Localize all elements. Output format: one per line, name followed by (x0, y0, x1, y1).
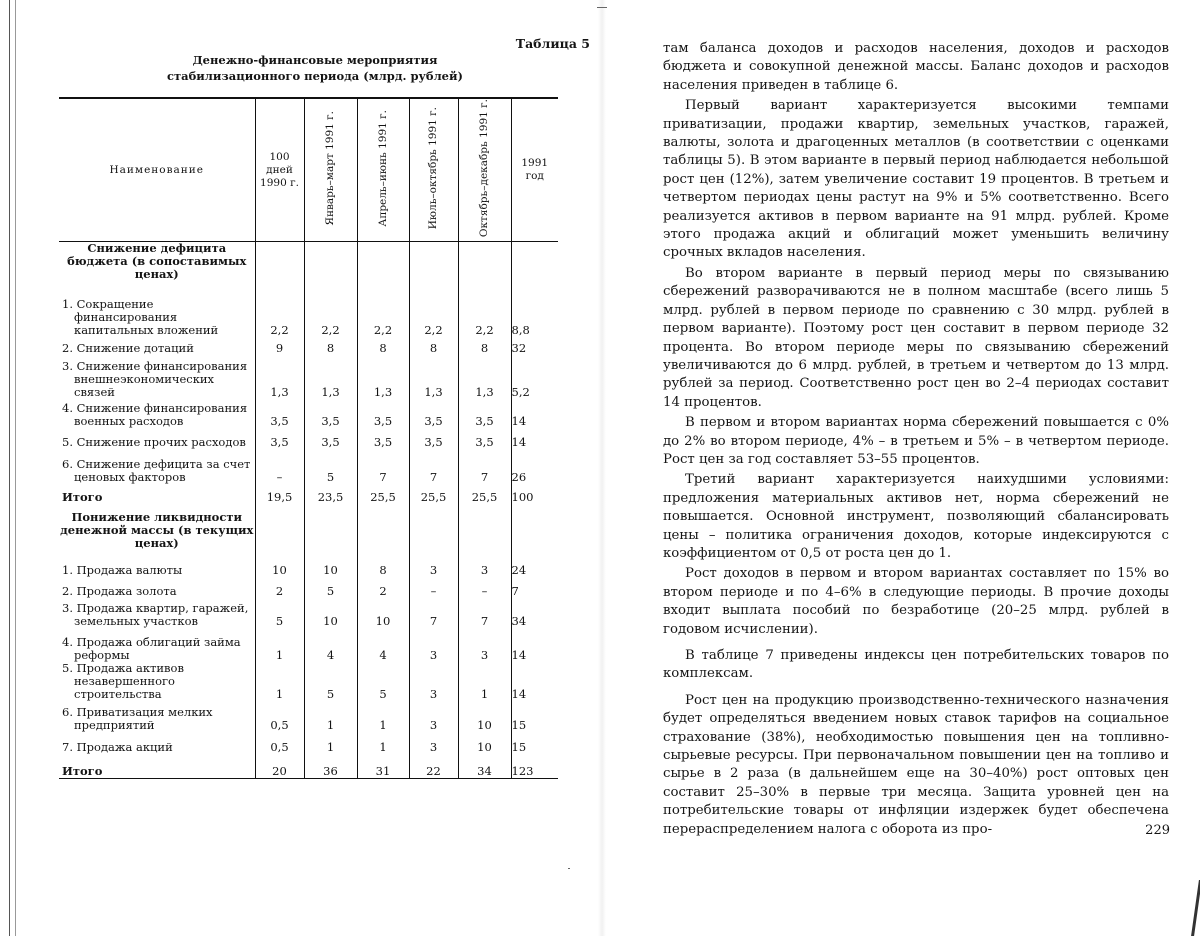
table-cell: 10 (304, 598, 357, 628)
table-cell: 10 (458, 732, 511, 754)
row-label-text: 4. Продажа облигаций займа реформы (62, 635, 241, 663)
table-cell: 10 (304, 556, 357, 577)
table-cell: 24 (511, 556, 558, 577)
column-header-100-days: 100 дней 1990 г. (255, 98, 304, 242)
table-cell: 14 (511, 628, 558, 662)
row-label-text: 6. Приватизация мелких предприятий (62, 705, 213, 733)
row-label-text: Итого (62, 763, 103, 778)
table-row (59, 337, 558, 355)
paragraph: В первом и втором вариантах норма сбережений повышается с 0% до 2% во втором периоде, 4% – в третьем и 5% – в четвертом периоде. Рост цен за год составляет 53–55 процентов. (663, 415, 1169, 467)
table-cell: 25,5 (409, 484, 458, 504)
table-cell (304, 242, 357, 282)
table-cell: 32 (511, 337, 558, 355)
table-cell: 4 (304, 628, 357, 662)
table-cell: 1,3 (304, 355, 357, 399)
column-header-text: Январь–март 1991 г. (324, 110, 336, 226)
table-cell: 3 (409, 732, 458, 754)
table-cell: 2,2 (458, 281, 511, 337)
table-cell: 10 (357, 598, 409, 628)
table-cell: 8 (409, 337, 458, 355)
row-label (59, 337, 255, 355)
table-cell (458, 504, 511, 556)
table-cell: 8 (357, 556, 409, 577)
table-cell: – (255, 449, 304, 484)
row-label (59, 754, 255, 778)
row-label (59, 701, 255, 732)
table-cell: 5,2 (511, 355, 558, 399)
section-heading (59, 504, 255, 556)
table-cell: 3,5 (304, 399, 357, 428)
table-cell: 2,2 (304, 281, 357, 337)
table-cell: 36 (304, 754, 357, 778)
table-cell: 7 (357, 449, 409, 484)
table-cell: 1 (304, 701, 357, 732)
table-cell: 25,5 (458, 484, 511, 504)
table-cell (357, 504, 409, 556)
table-cell: 7 (409, 598, 458, 628)
row-label (59, 281, 255, 337)
table-cell: – (409, 577, 458, 598)
table-cell: – (458, 577, 511, 598)
column-header-q1 (304, 98, 357, 242)
table-title-line: стабилизационного периода (млрд. рублей) (167, 69, 463, 83)
paragraph: Во втором варианте в первый период меры по связыванию сбережений разворачиваются не в полном масштабе (всего лишь 5 млрд. рублей в первом периоде по сравнению с 30 млрд. рублей в первом варианте). Поэтому рост цен составит в первом периоде 32 процента. Во втором периоде меры по связыванию сбережений увеличиваются до 6 млрд. рублей, в третьем и четвертом до 13 млрд. рублей за период. Соответственно рост цен во 2–4 периодах составит 14 процентов. (663, 265, 1169, 410)
row-label-text: 1. Продажа валюты (62, 563, 183, 578)
row-label (59, 449, 255, 484)
table-cell: 8,8 (511, 281, 558, 337)
table-cell: 3,5 (255, 428, 304, 449)
table-cell: 15 (511, 732, 558, 754)
table-cell (511, 242, 558, 282)
table-cell (357, 242, 409, 282)
row-label-text: 1. Сокращение финансирования капитальных вложений (62, 297, 219, 338)
table-cell: 3,5 (458, 399, 511, 428)
table-cell: 2,2 (357, 281, 409, 337)
row-label-text: 2. Продажа золота (62, 584, 177, 599)
column-header-q4 (458, 98, 511, 242)
table-row (59, 701, 558, 732)
row-label (59, 598, 255, 628)
row-label (59, 732, 255, 754)
row-label-text: 3. Снижение финансирования внешнеэкономических связей (62, 359, 248, 400)
paragraph: там баланса доходов и расходов населения, доходов и расходов бюджета и совокупной денежной массы. Баланс доходов и расходов населения приведен в таблице 6. (663, 41, 1169, 93)
row-label-text: Итого (62, 490, 103, 505)
table-cell (304, 504, 357, 556)
table-cell: 14 (511, 428, 558, 449)
table-cell: 3 (409, 556, 458, 577)
table-cell: 8 (458, 337, 511, 355)
row-label (59, 577, 255, 598)
column-header-text: Апрель–июнь 1991 г. (376, 109, 389, 227)
table-cell: 7 (511, 577, 558, 598)
table-cell: 3,5 (409, 399, 458, 428)
table-row (59, 399, 558, 428)
paragraph: Рост доходов в первом и втором вариантах составляет по 15% во втором периоде и по 4–6% в следующие периоды. В прочие доходы входит выплата пособий по безработице (20–25 млрд. рублей в годовом исчислении). (663, 566, 1169, 637)
table-cell: 14 (511, 399, 558, 428)
table-cell: 10 (255, 556, 304, 577)
table-cell: 31 (357, 754, 409, 778)
paragraph: В таблице 7 приведены индексы цен потребительских товаров по комплексам. (663, 648, 1169, 682)
table-cell: 100 (511, 484, 558, 504)
table-cell: 22 (409, 754, 458, 778)
column-header-text: Октябрь–декабрь 1991 г. (478, 99, 490, 238)
table-cell: 5 (255, 598, 304, 628)
paragraph: Третий вариант характеризуется наихудшими условиями: предложения материальных активов нет, норма сбережений не повышается. Основной инструмент, позволяющий сбалансировать цены – политика ограничения доходов, которые индексируются с коэффициентом от 0,5 от роста цен до 1. (663, 472, 1169, 561)
table-cell: 2,2 (255, 281, 304, 337)
row-label (59, 484, 255, 504)
column-header-q2 (357, 98, 409, 242)
table-cell: 23,5 (304, 484, 357, 504)
table-cell: 1,3 (357, 355, 409, 399)
table-cell: 2 (357, 577, 409, 598)
table-cell (409, 504, 458, 556)
table-cell: 19,5 (255, 484, 304, 504)
row-label (59, 662, 255, 701)
table-cell: 1 (357, 732, 409, 754)
table-cell: 3 (458, 556, 511, 577)
table-row (59, 281, 558, 337)
table-cell: 3 (458, 628, 511, 662)
paragraph: Первый вариант характеризуется высокими темпами приватизации, продажи квартир, земельных участков, гаражей, валюты, золота и драгоценных металлов (в соответствии с оценками таблицы 5). В этом варианте в первый период наблюдается небольшой рост цен (12%), затем увеличение составит 19 процентов. В третьем и четвертом периодах цены растут на 9% и 5% соответственно. Всего реализуется активов в первом варианте на 91 млрд. рублей. Кроме этого продажа акций и облигаций может уменьшить величину срочных вкладов населения. (663, 98, 1169, 261)
table-section-row (59, 242, 558, 282)
table-cell: 34 (511, 598, 558, 628)
table-cell: 20 (255, 754, 304, 778)
table-total-row (59, 754, 558, 778)
row-label (59, 399, 255, 428)
table-cell: 1 (304, 732, 357, 754)
row-label-text: 2. Снижение дотаций (62, 341, 194, 356)
body-text (663, 40, 1169, 841)
table-cell: 2,2 (409, 281, 458, 337)
table-cell (255, 242, 304, 282)
financial-measures-table (59, 97, 558, 779)
table-cell: 8 (357, 337, 409, 355)
row-label (59, 355, 255, 399)
row-label (59, 556, 255, 577)
table-cell: 10 (458, 701, 511, 732)
table-cell: 7 (409, 449, 458, 484)
table-cell: 3,5 (409, 428, 458, 449)
table-cell: 8 (304, 337, 357, 355)
table-section-row (59, 504, 558, 556)
column-header-text: Июль–октябрь 1991 г. (427, 106, 439, 230)
table-cell: 0,5 (255, 701, 304, 732)
row-label-text: 4. Снижение финансирования военных расходов (62, 401, 248, 429)
table-number: Таблица 5 (515, 36, 590, 51)
table-title-line: Денежно-финансовые мероприятия (192, 53, 438, 67)
row-label (59, 428, 255, 449)
table-cell: 3,5 (255, 399, 304, 428)
table-cell: 9 (255, 337, 304, 355)
table-cell (511, 504, 558, 556)
table-cell: 3 (409, 701, 458, 732)
row-label-text: 6. Снижение дефицита за счет ценовых факторов (62, 457, 251, 485)
table-cell: 34 (458, 754, 511, 778)
table-cell: 15 (511, 701, 558, 732)
table-cell: 3,5 (357, 399, 409, 428)
section-heading-text: Снижение дефицита бюджета (в сопоставимых ценах) (67, 241, 247, 282)
table-cell: 1 (255, 628, 304, 662)
table-cell: 3 (409, 628, 458, 662)
right-page (606, 0, 1200, 936)
left-page (0, 0, 598, 936)
paragraph: Рост цен на продукцию производственно-технического назначения будет определяться введением новых ставок тарифов на социальное страхование (38%), необходимостью повышения цен на топливно-сырьевые ресурсы. При первоначальном повышении цен на топливо и сырье в 2 раза (в дальнейшем еще на 30–40%) рост оптовых цен составит 25–30% в первые три месяца. Защита уровней цен на потребительские товары от инфляции издержек будет обеспечена перераспределением налога с оборота из про- (663, 692, 1169, 837)
table-total-row (59, 484, 558, 504)
table-cell: 5 (304, 577, 357, 598)
table-row (59, 598, 558, 628)
table-cell: 1 (458, 662, 511, 701)
table-row (59, 732, 558, 754)
table-cell: 1 (255, 662, 304, 701)
table-cell: 123 (511, 754, 558, 778)
table-cell: 1,3 (458, 355, 511, 399)
table-cell: 7 (458, 598, 511, 628)
table-cell (409, 242, 458, 282)
table-row (59, 556, 558, 577)
table-header-row (59, 98, 558, 242)
table-cell: 7 (458, 449, 511, 484)
table-cell: 4 (357, 628, 409, 662)
row-label-text: 7. Продажа акций (62, 740, 173, 755)
table-row (59, 355, 558, 399)
table-cell: 3,5 (304, 428, 357, 449)
table-cell: 26 (511, 449, 558, 484)
section-heading (59, 242, 255, 282)
row-label-text: 5. Снижение прочих расходов (62, 435, 246, 450)
table-cell (255, 504, 304, 556)
table-cell: 1,3 (409, 355, 458, 399)
table-row (59, 449, 558, 484)
table-cell: 25,5 (357, 484, 409, 504)
row-label (59, 628, 255, 662)
section-heading-text: Понижение ликвидности денежной массы (в текущих ценах) (60, 509, 254, 550)
table-row (59, 628, 558, 662)
row-label-text: 5. Продажа активов незавершенного строительства (62, 661, 184, 702)
table-cell: 0,5 (255, 732, 304, 754)
column-header-q3 (409, 98, 458, 242)
table-cell: 14 (511, 662, 558, 701)
table-row (59, 662, 558, 701)
page-gutter (598, 0, 606, 936)
table-cell: 3 (409, 662, 458, 701)
table-cell: 1 (357, 701, 409, 732)
table-cell (458, 242, 511, 282)
column-header-name: Наименование (59, 98, 255, 242)
table-cell: 1,3 (255, 355, 304, 399)
table-cell: 3,5 (458, 428, 511, 449)
row-label-text: 3. Продажа квартир, гаражей, земельных участков (62, 601, 249, 629)
table-row (59, 428, 558, 449)
column-header-year: 1991 год (511, 98, 558, 242)
table-cell: 2 (255, 577, 304, 598)
table-title (150, 52, 480, 84)
table-cell: 5 (304, 449, 357, 484)
table-cell: 3,5 (357, 428, 409, 449)
table-row (59, 577, 558, 598)
page-number: 229 (1145, 823, 1170, 838)
table-cell: 5 (357, 662, 409, 701)
table-cell: 5 (304, 662, 357, 701)
